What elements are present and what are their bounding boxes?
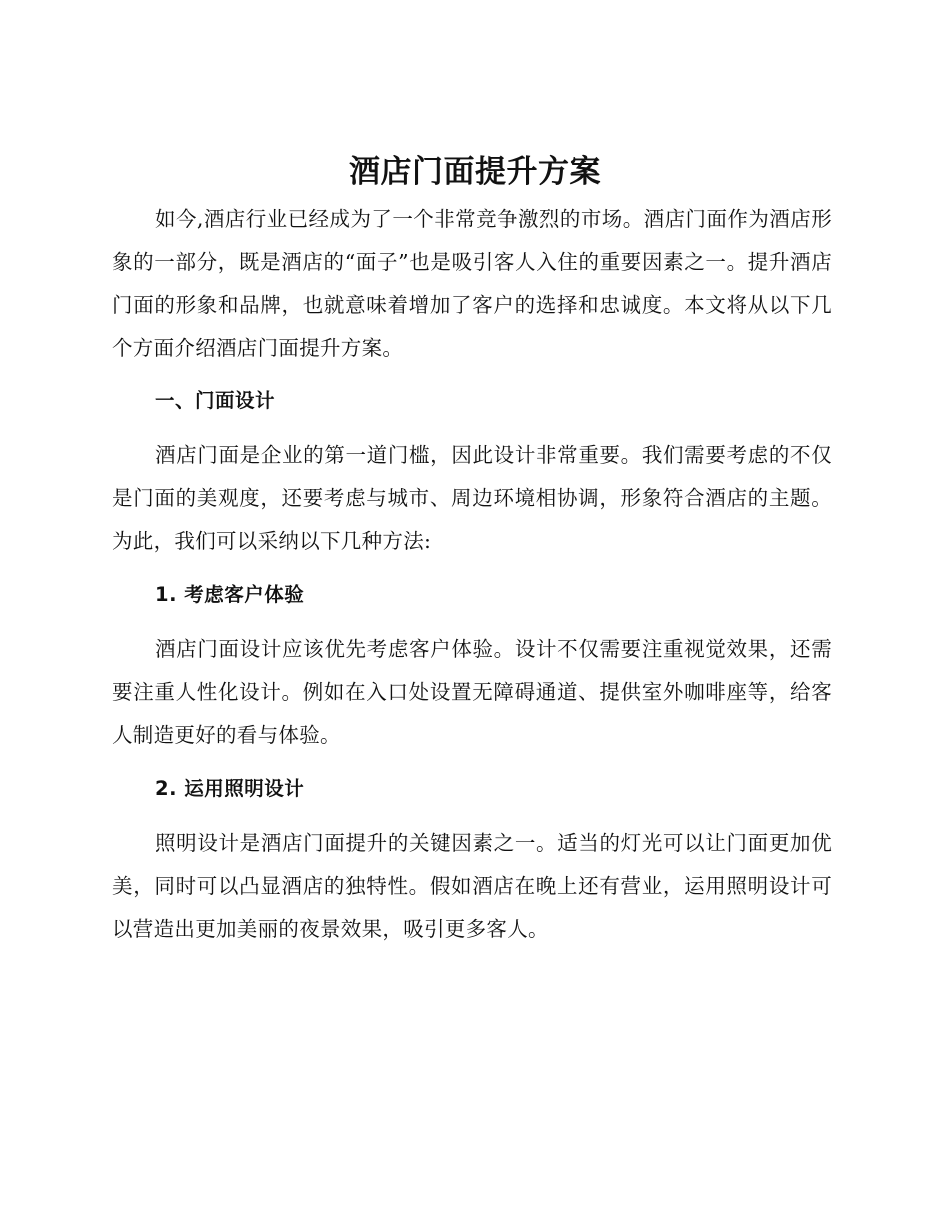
subsection-paragraph-customer-experience: 酒店门面设计应该优先考虑客户体验。设计不仅需要注重视觉效果，还需要注重人性化设计。例如在入口处设置无障碍通道、提供室外咖啡座等，给客人制造更好的看与体验。 [112,637,832,747]
section-heading-facade-design: 一、门面设计 [155,389,276,412]
subsection-paragraph-lighting-design: 照明设计是酒店门面提升的关键因素之一。适当的灯光可以让门面更加优美，同时可以凸显酒店的独特性。假如酒店在晚上还有营业，运用照明设计可以营造出更加美丽的夜景效果，吸引更多客人。 [112,831,832,941]
subsection-heading-lighting-design: 2. 运用照明设计 [155,777,305,800]
subsection-heading-customer-experience: 1. 考虑客户体验 [155,583,305,606]
section-paragraph-facade-design: 酒店门面是企业的第一道门槛，因此设计非常重要。我们需要考虑的不仅是门面的美观度，还要考虑与城市、周边环境相协调，形象符合酒店的主题。为此，我们可以采纳以下几种方法: [112,443,832,553]
intro-paragraph: 如今,酒店行业已经成为了一个非常竞争激烈的市场。酒店门面作为酒店形象的一部分，既是酒店的“面子”也是吸引客人入住的重要因素之一。提升酒店门面的形象和品牌，也就意味着增加了客户的选择和忠诚度。本文将从以下几个方面介绍酒店门面提升方案。 [112,207,832,360]
document-title: 酒店门面提升方案 [349,154,601,190]
